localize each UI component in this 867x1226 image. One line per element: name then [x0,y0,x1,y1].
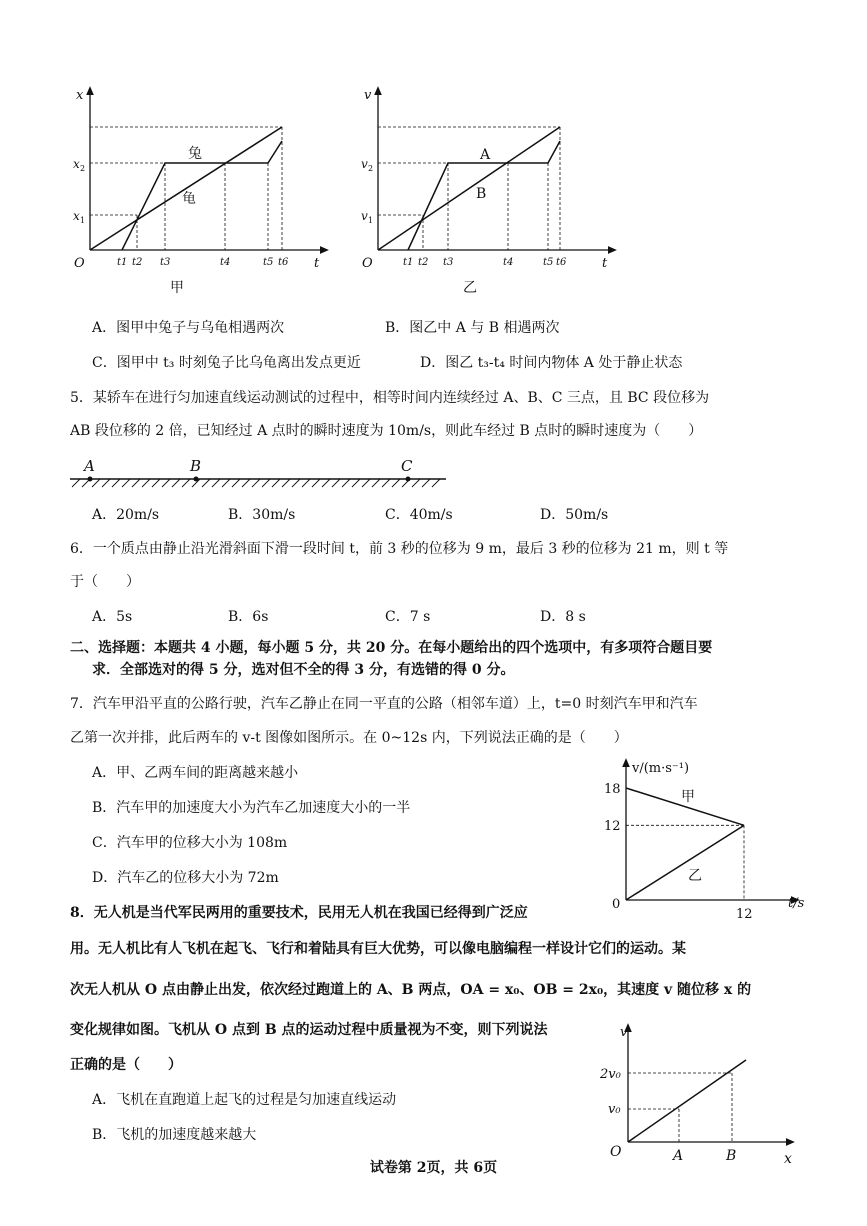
y-tick-v1-sub: 1 [368,216,374,225]
x-tick-t6: t6 [278,257,289,268]
x-tick-t1: t1 [403,257,414,268]
q8-line-1: 8．无人机是当代军民两用的重要技术，民用无人机在我国已经得到广泛应 [70,905,528,921]
x-tick-t5: t5 [263,257,274,268]
q5-option-c: C．40m/s [385,507,453,523]
point-c-label: C [401,457,413,475]
x-tick-12: 12 [736,907,753,922]
q6-option-b: B．6s [228,609,269,625]
x-tick-t4: t4 [503,257,514,268]
x-tick-t5: t5 [543,257,554,268]
y-tick-12: 12 [604,819,621,834]
y-tick-x2: x [73,157,80,171]
turtle-line [90,127,282,250]
q4-option-a: A．图甲中兔子与乌龟相遇两次 [92,320,285,336]
y-tick-x1: x [73,209,80,223]
q7-option-c: C．汽车甲的位移大小为 108m [92,835,288,851]
x-axis-label: x [784,1151,792,1167]
q8-line-4: 变化规律如图。飞机从 O 点到 B 点的运动过程中质量视为不变，则下列说法 [70,1022,548,1038]
origin-label: O [610,1144,622,1160]
figure-jia [70,85,340,300]
caption-jia: 甲 [170,280,184,296]
y-tick-x2-sub: 2 [80,164,86,173]
series-line-1 [626,825,744,900]
x-tick-t3: t3 [443,257,454,268]
q7-option-d: D．汽车乙的位移大小为 72m [92,870,279,886]
q4-option-b: B．图乙中 A 与 B 相遇两次 [385,320,560,336]
section2-line-2: 求．全部选对的得 5 分，选对但不全的得 3 分，有选错的得 0 分。 [92,662,515,678]
page-footer: 试卷第 2页，共 6页 [369,1160,498,1176]
x-tick-t4: t4 [220,257,231,268]
q6-line-2: 于（ ） [70,574,140,590]
rabbit-line [122,141,282,250]
label-a: A [480,147,491,163]
x-axis-label: t/s [788,896,805,911]
y-axis-label: v [364,88,372,103]
q5-road-diagram [68,455,448,490]
x-axis-label: t [314,256,320,271]
q6-line-1: 6．一个质点由静止沿光滑斜面下滑一段时间 t，前 3 秒的位移为 9 m，最后 3 秒的位移为 21 m，则 t 等 [70,541,729,557]
point-a-label: A [84,457,95,475]
series-label-jia: 甲 [681,789,695,805]
series-label-yi: 乙 [688,868,702,884]
y-axis-label: v/(m·s⁻¹) [632,761,690,776]
y-tick-v0: v₀ [608,1102,621,1117]
x-tick-t6: t6 [556,257,567,268]
y-tick-2v0: 2v₀ [600,1067,621,1082]
q5-line-1: 5．某轿车在进行匀加速直线运动测试的过程中，相等时间内连续经过 A、B、C 三点，且 BC 段位移为 [70,390,710,406]
origin-label: 0 [612,897,621,912]
turtle-label: 龟 [182,191,196,207]
q8-line-2: 用。无人机比有人飞机在起飞、飞行和着陆具有巨大优势，可以像电脑编程一样设计它们的运动。某 [70,941,686,957]
y-tick-18: 18 [604,782,621,797]
y-tick-x1-sub: 1 [80,216,86,225]
section2-line-1: 二、选择题：本题共 4 小题，每小题 5 分，共 20 分。在每小题给出的四个选项中，有多项符合题目要 [70,640,713,656]
x-axis-label: t [602,256,608,271]
q4-option-d: D．图乙 t₃-t₄ 时间内物体 A 处于静止状态 [420,355,683,371]
y-tick-v2: v [361,157,368,171]
x-tick-t2: t2 [132,257,143,268]
q7-line-2: 乙第一次并排，此后两车的 v-t 图像如图所示。在 0~12s 内，下列说法正确的是（ ） [70,730,628,746]
q5-option-d: D．50m/s [540,507,609,523]
label-b: B [476,186,487,202]
origin-label: O [74,256,85,271]
caption-yi: 乙 [463,280,477,296]
x-tick-t1: t1 [117,257,128,268]
x-tick-t2: t2 [418,257,429,268]
q7-option-a: A．甲、乙两车间的距离越来越小 [92,765,299,781]
x-tick-t3: t3 [160,257,171,268]
q8-option-a: A．飞机在直跑道上起飞的过程是匀加速直线运动 [92,1092,397,1108]
q8-option-b: B．飞机的加速度越来越大 [92,1127,257,1143]
q8-vx-graph [596,1022,806,1172]
v-x-line [628,1060,746,1142]
q6-option-c: C．7 s [385,609,431,625]
q6-option-a: A．5s [92,609,133,625]
x-tick-b: B [726,1148,737,1164]
q7-option-b: B．汽车甲的加速度大小为汽车乙加速度大小的一半 [92,800,411,816]
figure-yi [358,85,628,300]
q6-option-d: D．8 s [540,609,586,625]
y-tick-v1: v [361,209,368,223]
y-tick-v2-sub: 2 [368,164,374,173]
q5-option-b: B．30m/s [228,507,296,523]
x-tick-a: A [673,1148,684,1164]
q8-line-5: 正确的是（ ） [70,1057,182,1073]
origin-label: O [362,256,373,271]
rabbit-label: 兔 [188,146,202,162]
point-b-label: B [190,457,202,475]
q5-line-2: AB 段位移的 2 倍，已知经过 A 点时的瞬时速度为 10m/s，则此车经过 B 点时的瞬时速度为（ ） [70,423,703,439]
y-axis-label: x [76,88,84,103]
q7-vt-chart [596,752,812,927]
q5-option-a: A．20m/s [92,507,160,523]
q8-line-3: 次无人机从 O 点由静止出发，依次经过跑道上的 A、B 两点，OA = x₀、OB = 2x₀，其速度 v 随位移 x 的 [70,982,752,998]
line-b [378,127,560,250]
q4-option-c: C．图甲中 t₃ 时刻兔子比乌龟离出发点更近 [92,355,361,371]
q7-line-1: 7．汽车甲沿平直的公路行驶，汽车乙静止在同一平直的公路（相邻车道）上，t=0 时刻汽车甲和汽车 [70,696,698,712]
y-axis-label: v [620,1025,628,1040]
